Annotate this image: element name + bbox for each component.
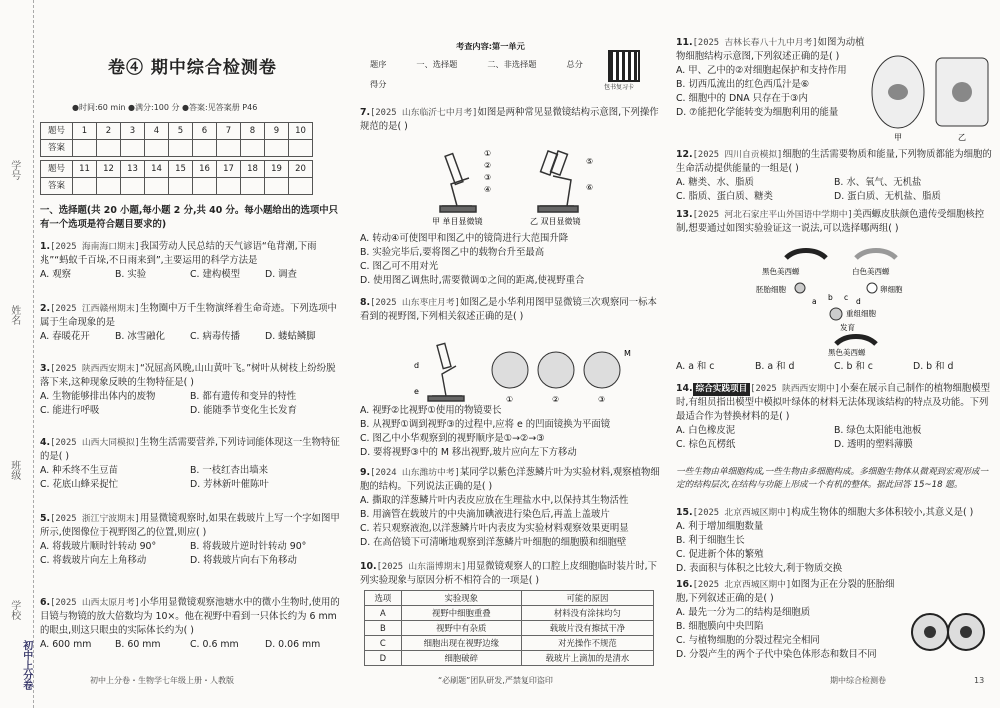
question-7-options: A. 转动④可使图甲和图乙中的镜筒进行大范围升降 B. 实验完毕后,要将图乙中的载物台升至最高 C. 图乙可不用对光 D. 使用图乙调焦时,需要微调①之间的距离,使视野重合 xyxy=(360,233,585,286)
question-7: 7.[2025 山东临沂七中月考]如图是两种常见显微镜结构示意图,下列操作规范的是( ) xyxy=(360,107,659,133)
svg-text:b: b xyxy=(828,293,833,302)
salamander-icon xyxy=(856,251,896,259)
svg-text:白色美西螈: 白色美西螈 xyxy=(852,267,890,276)
svg-text:c: c xyxy=(844,293,849,302)
svg-text:胚胎细胞: 胚胎细胞 xyxy=(756,285,786,294)
middle-page xyxy=(352,0,670,708)
table-row: 题号 1 2 3 4 5 6 7 8 9 10 xyxy=(41,123,313,140)
right-footer: 期中综合检测卷 xyxy=(830,676,886,685)
question-2: 2.[2025 江西赣州期末]生物圈中万千生物演绎着生命奇迹。下列选项中属于生命现象的是 A. 春暖花开 B. 冰雪融化 C. 病毒传播 D. 蝼蛄鳞脚 xyxy=(40,303,337,342)
exam-scope: 考查内容:第一单元 xyxy=(456,41,525,51)
question-10: 10.[2025 山东淄博期末]用显微镜观察人的口腔上皮细胞临时装片时,下列实验现象与原因分析不相符合的一项是( ) xyxy=(360,561,657,587)
question-12: 12.[2025 四川自贡模拟]细胞的生活需要物质和能量,下列物质都能为细胞的生命活动提供能量的一组是( ) A. 糖类、水、脂质 B. 水、氧气、无机盐 C. 脂质、蛋白质、糖类 D. 蛋白质、无机盐、脂质 xyxy=(676,149,992,202)
svg-text:d: d xyxy=(856,297,861,306)
svg-text:②: ② xyxy=(484,161,492,170)
table-row[interactable]: 答案 xyxy=(41,178,313,195)
svg-text:M: M xyxy=(624,349,631,358)
school-label: 学校 xyxy=(8,600,20,620)
question-13-options: A. a 和 c B. a 和 d C. b 和 c D. b 和 d xyxy=(676,361,954,372)
svg-text:黑色美西螈: 黑色美西螈 xyxy=(828,348,866,356)
table-row: D 细胞破碎 载玻片上滴加的是清水 xyxy=(365,651,654,666)
svg-text:④: ④ xyxy=(484,185,492,194)
question-1: 1.[2025 海南海口期末]我国劳动人民总结的天气谚语“龟背潮,下雨兆”“蚂蚁千百垛,不日雨来到”,主要运用的科学方法是 A. 观察 B. 实验 C. 建构模型 D. 调查 xyxy=(40,241,317,280)
svg-text:③: ③ xyxy=(484,173,492,182)
salamander-figure-q13 xyxy=(756,244,916,356)
table-row: 题号 11 12 13 14 15 16 17 18 19 20 xyxy=(41,161,313,178)
question-4: 4.[2025 山西大同模拟]生物生活需要营养,下列诗词能体现这一生物特征的是( ) A. 种禾终不生豆苗 B. 一枝红杏出墙来 C. 花底山蜂采捉忙 D. 芳林新叶催陈叶 xyxy=(40,437,340,490)
experiment-table xyxy=(364,590,654,666)
microscope-view-figure-q8 xyxy=(412,338,642,406)
page-number: 13 xyxy=(974,676,985,685)
salamander-icon xyxy=(836,337,876,345)
question-15: 15.[2025 北京西城区期中]构成生物体的细胞大多体积较小,其意义是( ) A. 利于增加细胞数量 B. 利于细胞生长 C. 促进新个体的繁殖 D. 表面积与体积之比较大,利于物质交换 xyxy=(676,507,974,574)
table-row: 选项 实验现象 可能的原因 xyxy=(365,591,654,606)
student-id-label: 学号 xyxy=(8,160,20,180)
svg-text:③: ③ xyxy=(598,395,606,404)
section-heading: 一、选择题(共 20 小题,每小题 2 分,共 40 分。每小题给出的选项中只有一个选项是符合题目要求的) xyxy=(40,205,338,230)
question-13: 13.[2025 河北石家庄平山外国语中学期中]美西螈皮肤颜色遗传受细胞核控制,想要通过如图实验验证这一说法,可以选择哪两组( ) xyxy=(676,209,985,235)
brand-label: 初中上分卷 xyxy=(20,640,32,690)
passage-note: 一些生物由单细胞构成,一些生物由多细胞构成。多细胞生物体从微观到宏观形成一定的结构层次,在结构与功能上形成一个有机的整体。据此回答 15~18 题。 xyxy=(676,467,989,490)
svg-text:d: d xyxy=(414,361,420,370)
salamander-icon xyxy=(786,251,826,259)
question-6: 6.[2025 山西太原月考]小华用显微镜观察池塘水中的微小生物时,使用的目镜与物镜的放大倍数均为 10×。他在视野中看到一只体长约为 6 mm 的眼虫,则这只眼虫的实际体长约为( ) A. 600 mm B. 60 mm C. 0.6 mm D. 0.06 mm xyxy=(40,597,340,650)
svg-text:乙: 乙 xyxy=(958,133,966,142)
page-title: 卷④ 期中综合检测卷 xyxy=(108,58,277,78)
left-footer: 初中上分卷・生物学七年级上册・人教版 xyxy=(90,676,234,685)
table-row: A 视野中细胞重叠 材料没有涂抹均匀 xyxy=(365,606,654,621)
microscope-icon xyxy=(428,343,464,401)
question-8: 8.[2025 山东枣庄月考]如图乙是小华利用图甲显微镜三次观察同一标本看到的视野图,下列相关叙述正确的是( ) xyxy=(360,297,657,323)
qr-code-icon[interactable] xyxy=(608,50,640,82)
name-label: 姓名 xyxy=(8,305,20,325)
svg-text:卵细胞: 卵细胞 xyxy=(880,285,903,294)
question-11: 11.[2025 吉林长春八十九中月考]如图为动植物细胞结构示意图,下列叙述正确的是( ) A. 甲、乙中的②对细胞起保护和支持作用 B. 切西瓜流出的红色西瓜汁是⑥ C. 细胞中的 DNA 只存在于③内 D. ⑦能把化学能转变为细胞利用的能量 xyxy=(676,37,865,118)
right-page xyxy=(670,0,1000,708)
dividing-cell-figure-q16 xyxy=(908,610,988,656)
question-9: 9.[2024 山东潍坊中考]某同学以紫色洋葱鳞片叶为实验材料,观察植物细胞的结构。下列说法正确的是( ) A. 撕取的洋葱鳞片叶内表皮应放在生理盐水中,以保持其生物活性 B. 用滴管在载玻片的中央滴加碘液进行染色后,再盖上盖玻片 C. 若只观察液泡,以洋葱鳞片叶内表皮为实验材料观察效果更明显 D. 在高倍镜下可清晰地观察到洋葱鳞片叶细胞的细胞膜和细胞壁 xyxy=(360,467,660,548)
svg-text:发育: 发育 xyxy=(840,323,855,332)
question-5: 5.[2025 浙江宁波期末]用显微镜观察时,如果在载玻片上写一个字如图甲所示,使图像位于视野图乙的位置,则应( ) A. 将载玻片顺时针转动 90° B. 将载玻片逆时针转动 90° C. 将载玻片向左上角移动 D. 将载玻片向右下角移动 xyxy=(40,513,340,566)
answer-table xyxy=(40,122,313,157)
question-16: 16.[2025 北京西城区期中]如图为正在分裂的胚胎细胞,下列叙述正确的是( ) A. 最先一分为二的结构是细胞质 B. 细胞膜向中央凹陷 C. 与植物细胞的分裂过程完全相同 D. 分裂产生的两个子代中染色体形态和数目不同 xyxy=(676,579,895,660)
table-row: C 细胞出现在视野边缘 对光操作不规范 xyxy=(365,636,654,651)
class-label: 班级 xyxy=(8,460,20,480)
svg-text:甲: 甲 xyxy=(894,133,902,142)
svg-text:①: ① xyxy=(506,395,514,404)
svg-text:⑤: ⑤ xyxy=(586,157,594,166)
svg-text:a: a xyxy=(812,297,817,306)
question-8-options: A. 视野②比视野①使用的物镜要长 B. 从视野①调到视野③的过程中,应将 e 的凹面镜换为平面镜 C. 图乙中小华观察到的视野顺序是①→②→③ D. 要将视野③中的 M 移出视野,玻片应向左下方移动 xyxy=(360,405,611,458)
left-page xyxy=(0,0,352,708)
svg-text:重组细胞: 重组细胞 xyxy=(846,309,876,318)
view-circles xyxy=(492,352,620,388)
microscope-figure-q7 xyxy=(422,144,612,226)
answer-table-2 xyxy=(40,160,313,195)
svg-text:⑥: ⑥ xyxy=(586,183,594,192)
cell-figure-q11 xyxy=(870,48,994,144)
table-row: B 视野中有杂质 载玻片没有擦拭干净 xyxy=(365,621,654,636)
svg-text:甲 单目显微镜: 甲 单目显微镜 xyxy=(432,217,483,226)
exam-meta: ●时间:60 min ●满分:100 分 ●答案:见答案册 P46 xyxy=(72,103,258,112)
microscope-icon xyxy=(440,151,578,212)
question-3: 3.[2025 陕西西安期末]“况屈高风晚,山山黄叶飞。”树叶从树枝上纷纷脱落下来,这种现象反映的生物特征是( ) A. 生物能够排出体内的废物 B. 都有遗传和变异的特性 C. 能进行呼吸 D. 能随季节变化生长发育 xyxy=(40,363,336,416)
score-header: 题序 一、选择题 二、非选择题 总分 xyxy=(370,59,583,69)
table-row[interactable]: 答案 xyxy=(41,140,313,157)
score-label: 得分 xyxy=(370,79,387,89)
question-14: 14. 综合实践项目 [2025 陕西西安期中]小秦在展示自己制作的植物细胞模型时,有组员指出模型中模拟叶绿体的材料无法体现该结构的特点及功能。下列最适合作为替换材料的是( ) A. 白色橡皮泥 B. 绿色太阳能电池板 C. 棕色瓦楞纸 D. 透明的塑料薄膜 xyxy=(676,383,991,450)
svg-text:①: ① xyxy=(484,149,492,158)
svg-text:e: e xyxy=(414,387,419,396)
mid-footer: “必刷题”团队研发,严禁复印盗印 xyxy=(438,676,553,685)
svg-text:乙 双目显微镜: 乙 双目显微镜 xyxy=(530,217,581,226)
student-info-sidebar xyxy=(0,0,34,708)
svg-text:②: ② xyxy=(552,395,560,404)
svg-text:黑色美西螈: 黑色美西螈 xyxy=(762,267,800,276)
qr-caption: 包书复习卡 xyxy=(604,84,635,91)
